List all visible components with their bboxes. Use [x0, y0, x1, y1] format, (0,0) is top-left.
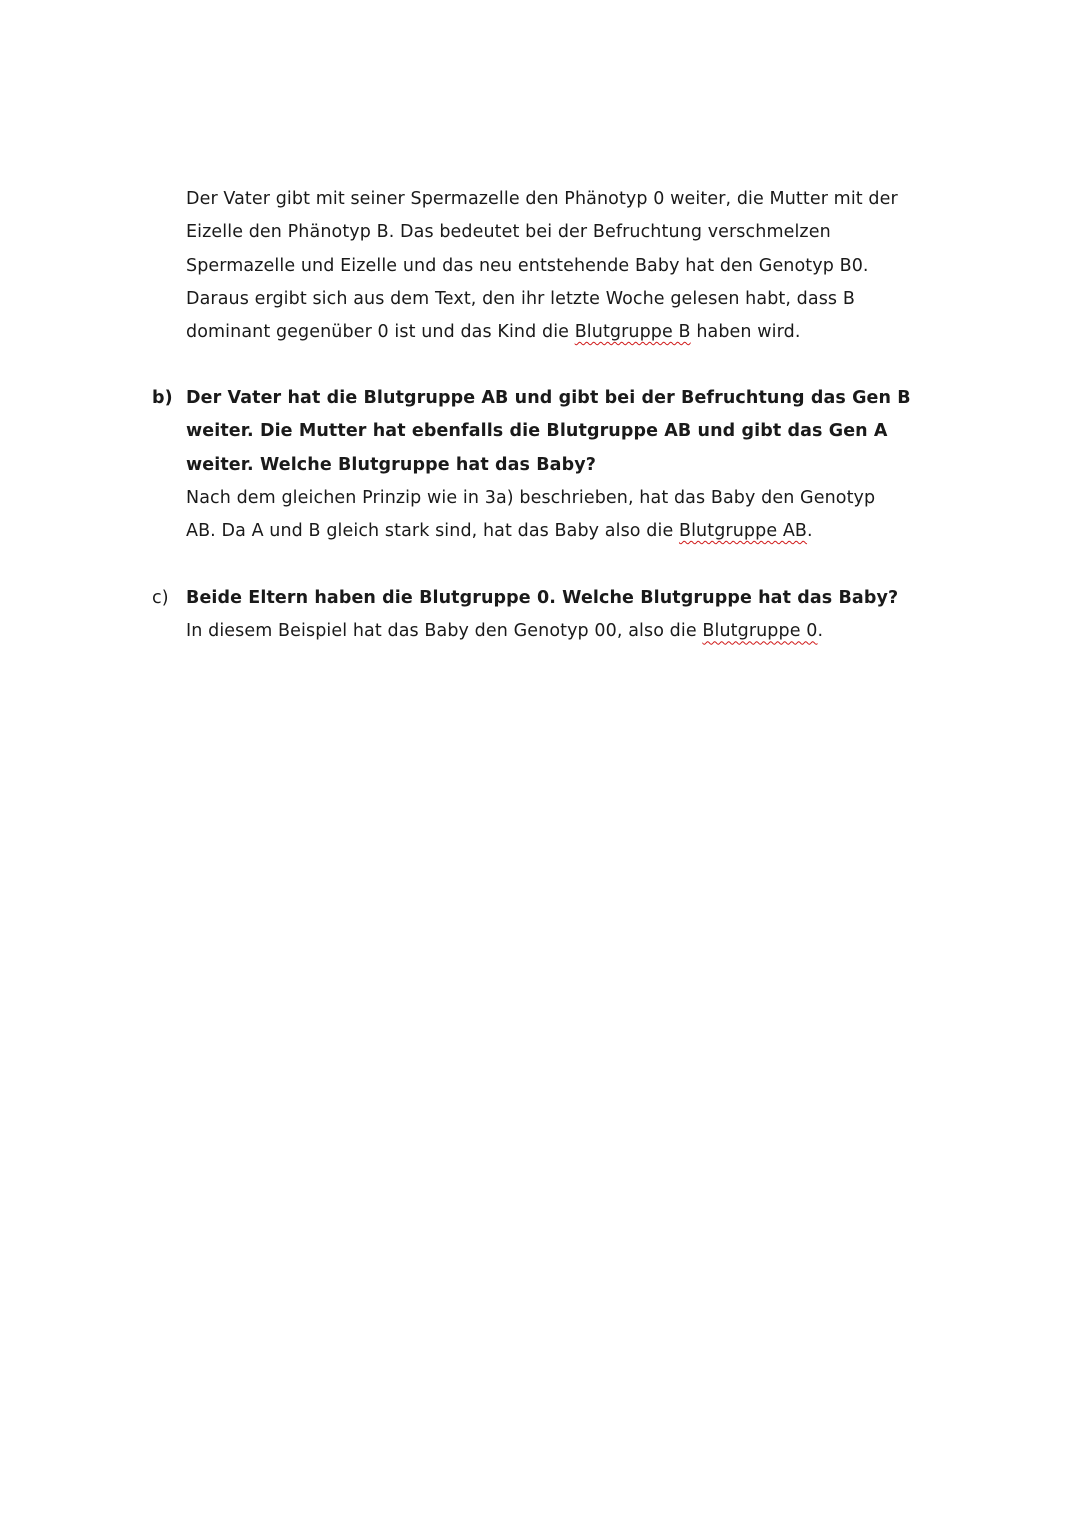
answer-b-text: .	[807, 521, 813, 542]
spellcheck-term: Blutgruppe AB	[678, 521, 808, 542]
question-b-line: weiter. Welche Blutgruppe hat das Baby?	[186, 454, 596, 475]
question-b-line: weiter. Die Mutter hat ebenfalls die Blutgruppe AB und gibt das Gen A	[186, 421, 888, 442]
question-c-section	[152, 582, 946, 649]
intro-line: Der Vater gibt mit seiner Spermazelle den Phänotyp 0 weiter, die Mutter mit der	[186, 189, 898, 209]
intro-line-last	[186, 316, 946, 349]
intro-line: Eizelle den Phänotyp B. Das bedeutet bei der Befruchtung verschmelzen	[186, 222, 831, 243]
answer-b-text: AB. Da A und B gleich stark sind, hat das Baby also die	[186, 521, 679, 542]
intro-paragraph	[186, 183, 946, 349]
list-marker-c: c)	[152, 588, 169, 608]
answer-b-line: Nach dem gleichen Prinzip wie in 3a) beschrieben, hat das Baby den Genotyp	[186, 487, 876, 508]
intro-text: dominant gegenüber 0 ist und das Kind die	[186, 322, 575, 343]
list-marker-b: b)	[152, 388, 173, 408]
answer-c-text: .	[817, 621, 824, 642]
spellcheck-term: Blutgruppe 0	[702, 621, 818, 642]
answer-b-line-last	[186, 515, 946, 548]
answer-c-line	[186, 615, 946, 648]
question-c-line: Beide Eltern haben die Blutgruppe 0. Welche Blutgruppe hat das Baby?	[186, 588, 899, 608]
intro-line: Spermazelle und Eizelle und das neu entstehende Baby hat den Genotyp B0.	[186, 255, 869, 276]
intro-text: haben wird.	[690, 322, 801, 343]
intro-line: Daraus ergibt sich aus dem Text, den ihr letzte Woche gelesen habt, dass B	[186, 288, 855, 309]
question-b-line: Der Vater hat die Blutgruppe AB und gibt bei der Befruchtung das Gen B	[186, 388, 911, 408]
answer-c-text: In diesem Beispiel hat das Baby den Genotyp 00, also die	[186, 621, 703, 642]
question-b-section	[152, 382, 946, 548]
spellcheck-term: Blutgruppe B	[574, 322, 691, 343]
